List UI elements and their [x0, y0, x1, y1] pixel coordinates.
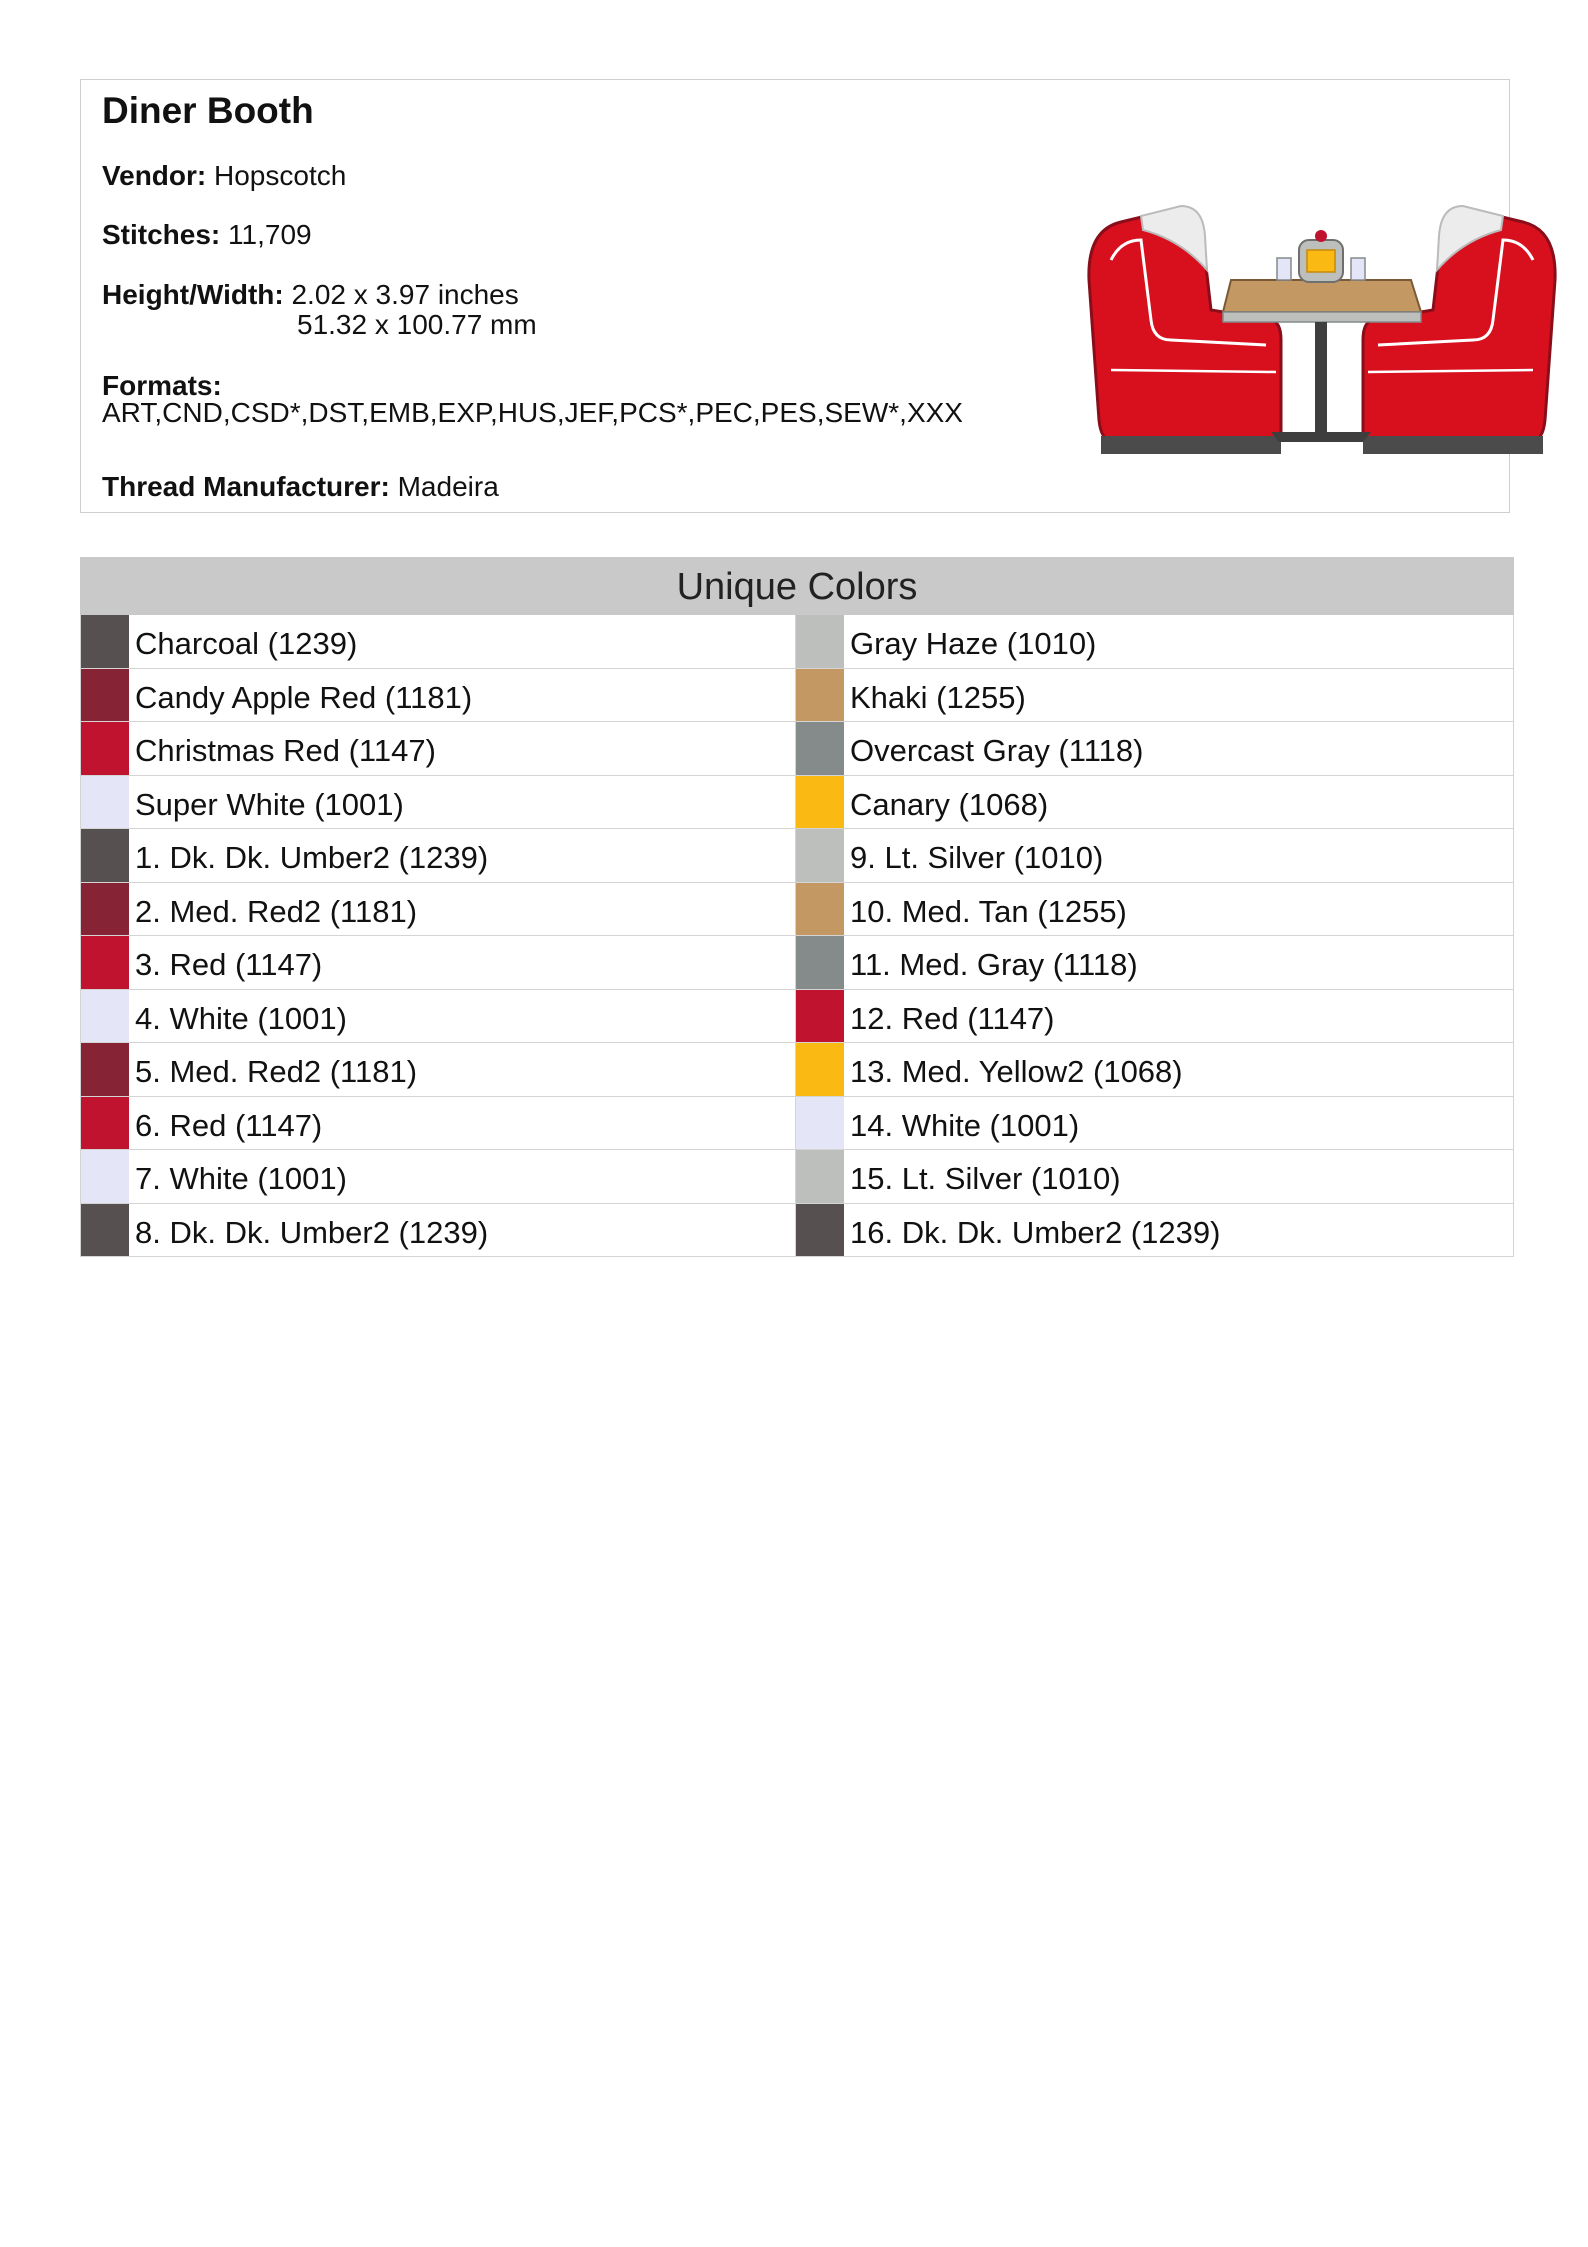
size-inches: 2.02 x 3.97 inches [291, 279, 519, 310]
color-label: 7. White (1001) [135, 1161, 347, 1197]
height-width-line [102, 279, 519, 311]
stitches-label: Stitches: [102, 219, 221, 250]
color-swatch [81, 776, 129, 829]
color-swatch [796, 936, 844, 989]
size-mm: 51.32 x 100.77 mm [297, 309, 537, 340]
color-swatch [81, 1204, 129, 1257]
vendor-line [102, 160, 346, 192]
color-swatch [796, 1150, 844, 1203]
color-grid [80, 615, 1514, 1257]
color-label: 5. Med. Red2 (1181) [135, 1054, 418, 1090]
color-row [796, 829, 1514, 883]
color-row [80, 1097, 796, 1151]
color-swatch [81, 1097, 129, 1150]
design-title: Diner Booth [102, 90, 314, 131]
color-swatch [796, 1043, 844, 1096]
color-swatch [81, 615, 129, 668]
color-label: Khaki (1255) [850, 679, 1026, 715]
color-row [80, 1150, 796, 1204]
color-swatch [796, 990, 844, 1043]
color-label: 3. Red (1147) [135, 947, 323, 983]
color-swatch [81, 829, 129, 882]
color-row [796, 936, 1514, 990]
thread-value: Madeira [397, 471, 499, 502]
color-row [796, 722, 1514, 776]
color-swatch [796, 829, 844, 882]
height-width-label: Height/Width: [102, 279, 284, 310]
color-swatch [796, 615, 844, 668]
color-swatch [796, 1097, 844, 1150]
color-row [80, 615, 796, 669]
color-label: 9. Lt. Silver (1010) [850, 840, 1104, 876]
color-swatch [81, 936, 129, 989]
color-row [796, 1204, 1514, 1258]
color-row [796, 669, 1514, 723]
color-label: 14. White (1001) [850, 1107, 1080, 1143]
color-label: Super White (1001) [135, 786, 404, 822]
color-label: 8. Dk. Dk. Umber2 (1239) [135, 1214, 489, 1250]
color-label: Canary (1068) [850, 786, 1049, 822]
color-swatch [81, 1150, 129, 1203]
color-row [796, 776, 1514, 830]
color-row [80, 1043, 796, 1097]
color-swatch [796, 722, 844, 775]
color-row [80, 829, 796, 883]
color-label: 4. White (1001) [135, 1000, 347, 1036]
color-swatch [81, 722, 129, 775]
stitches-value: 11,709 [228, 219, 312, 250]
color-row [80, 722, 796, 776]
color-label: 11. Med. Gray (1118) [850, 947, 1138, 983]
color-label: 1. Dk. Dk. Umber2 (1239) [135, 840, 489, 876]
color-label: Christmas Red (1147) [135, 733, 436, 769]
color-row [796, 883, 1514, 937]
color-row [80, 1204, 796, 1258]
color-row [796, 1097, 1514, 1151]
diner-booth-image [1081, 140, 1563, 470]
color-row [796, 1043, 1514, 1097]
unique-colors-header: Unique Colors [80, 557, 1514, 615]
color-swatch [796, 883, 844, 936]
stitches-line [102, 219, 312, 251]
color-label: 15. Lt. Silver (1010) [850, 1161, 1121, 1197]
color-row [796, 1150, 1514, 1204]
unique-colors-table [80, 557, 1514, 1257]
color-swatch [796, 776, 844, 829]
color-label: 12. Red (1147) [850, 1000, 1055, 1036]
color-label: Charcoal (1239) [135, 626, 358, 662]
color-label: 10. Med. Tan (1255) [850, 893, 1127, 929]
color-row [80, 936, 796, 990]
color-row [80, 990, 796, 1044]
color-swatch [81, 883, 129, 936]
vendor-label: Vendor: [102, 160, 207, 191]
color-label: 2. Med. Red2 (1181) [135, 893, 418, 929]
color-swatch [81, 669, 129, 722]
color-swatch [81, 990, 129, 1043]
color-row [796, 615, 1514, 669]
thread-label: Thread Manufacturer: [102, 471, 390, 502]
formats-list: ART,CND,CSD*,DST,EMB,EXP,HUS,JEF,PCS*,PEC,PES,SEW*,XXX [102, 397, 963, 428]
color-row [80, 883, 796, 937]
color-row [80, 776, 796, 830]
design-info-panel [80, 79, 1510, 513]
color-label: 13. Med. Yellow2 (1068) [850, 1054, 1183, 1090]
formats-label: Formats: [102, 370, 222, 401]
color-label: Gray Haze (1010) [850, 626, 1097, 662]
color-label: Overcast Gray (1118) [850, 733, 1144, 769]
vendor-value: Hopscotch [214, 160, 347, 191]
thread-line [102, 471, 499, 503]
color-swatch [81, 1043, 129, 1096]
color-row [80, 669, 796, 723]
color-label: Candy Apple Red (1181) [135, 679, 473, 715]
color-swatch [796, 669, 844, 722]
color-row [796, 990, 1514, 1044]
color-label: 16. Dk. Dk. Umber2 (1239) [850, 1214, 1221, 1250]
color-label: 6. Red (1147) [135, 1107, 323, 1143]
color-swatch [796, 1204, 844, 1257]
